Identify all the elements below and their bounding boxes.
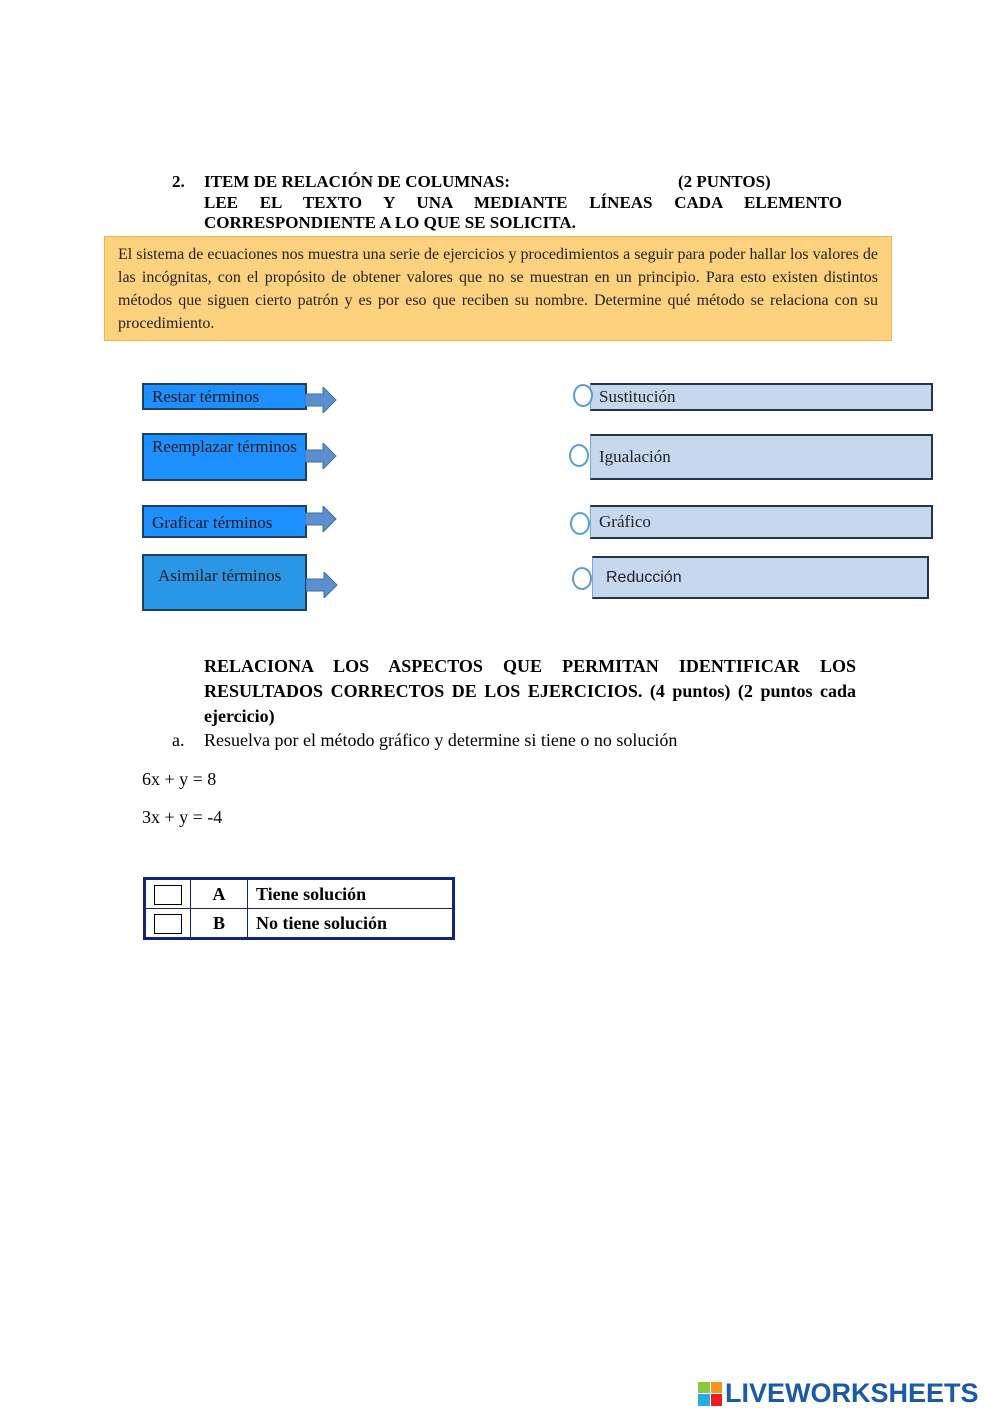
brand-name: LIVEWORKSHEETS: [725, 1378, 979, 1408]
arrow-right-icon: [306, 572, 338, 598]
option-letter: A: [191, 879, 248, 909]
right-item-reduccion[interactable]: Reducción: [592, 556, 929, 599]
answer-row: [145, 879, 454, 909]
option-text: Tiene solución: [248, 879, 454, 909]
question-points: (2 PUNTOS): [678, 172, 771, 191]
item-a-label: a.: [172, 730, 185, 750]
connector-circle[interactable]: [573, 384, 593, 407]
right-item-igualacion[interactable]: Igualación: [590, 434, 933, 480]
question-instruction-line2: CORRESPONDIENTE A LO QUE SE SOLICITA.: [204, 213, 576, 232]
option-text: No tiene solución: [248, 909, 454, 939]
question-title: ITEM DE RELACIÓN DE COLUMNAS:: [204, 172, 511, 191]
right-item-grafico[interactable]: Gráfico: [590, 505, 933, 539]
section2-heading: RELACIONA LOS ASPECTOS QUE PERMITAN IDENTIFICAR LOS RESULTADOS CORRECTOS DE LOS EJERCICIOS. (4 puntos) (2 puntos cada ejercicio): [204, 656, 856, 726]
answer-row: [145, 909, 454, 939]
arrow-right-icon: [305, 506, 337, 532]
connector-circle[interactable]: [569, 444, 589, 467]
liveworksheets-logo-icon: [698, 1382, 722, 1406]
left-item-reemplazar[interactable]: Reemplazar términos: [142, 433, 307, 481]
item-a-text: Resuelva por el método gráfico y determine si tiene o no solución: [204, 730, 678, 750]
answer-checkbox[interactable]: [154, 885, 182, 905]
answer-table: [143, 877, 455, 940]
answer-checkbox[interactable]: [154, 914, 182, 934]
equation-1: 6x + y = 8: [142, 769, 217, 789]
context-paragraph: El sistema de ecuaciones nos muestra una serie de ejercicios y procedimientos a seguir para poder hallar los valores de las incógnitas, con el propósito de obtener valores que no se muestran en un principio. Para esto existen distintos métodos que siguen cierto patrón y es por eso que reciben su nombre. Determine qué método se relaciona con su procedimiento.: [104, 236, 892, 341]
connector-circle[interactable]: [570, 512, 590, 535]
brand-watermark: [698, 1378, 979, 1409]
right-item-sustitucion[interactable]: Sustitución: [590, 383, 933, 411]
left-item-restar[interactable]: Restar términos: [142, 383, 307, 410]
option-letter: B: [191, 909, 248, 939]
left-item-graficar[interactable]: Graficar términos: [142, 505, 307, 538]
equation-2: 3x + y = -4: [142, 807, 223, 827]
question-instruction-line1: LEE EL TEXTO Y UNA MEDIANTE LÍNEAS CADA ELEMENTO: [204, 193, 842, 212]
arrow-right-icon: [305, 443, 337, 469]
connector-circle[interactable]: [572, 567, 592, 590]
left-item-asimilar[interactable]: Asimilar términos: [142, 554, 307, 611]
question-number: 2.: [172, 172, 185, 191]
arrow-right-icon: [305, 387, 337, 413]
